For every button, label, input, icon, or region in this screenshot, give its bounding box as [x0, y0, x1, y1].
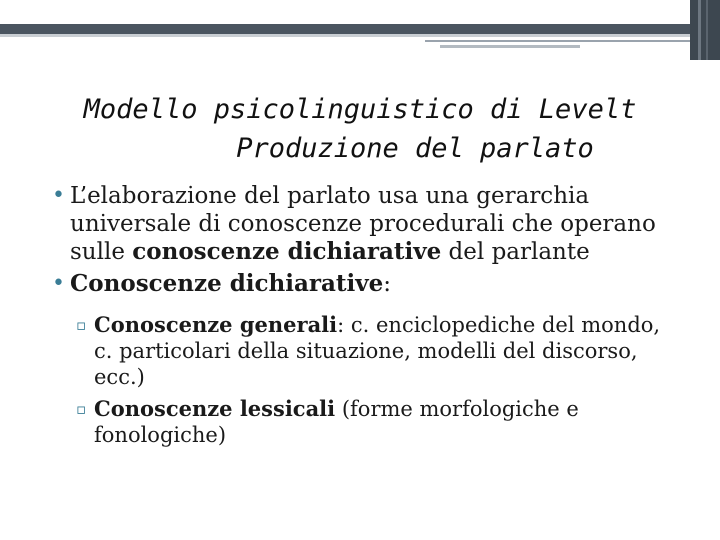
subbullet-bold-text: Conoscenze lessicali	[94, 396, 336, 421]
slide-content	[52, 182, 672, 452]
title-line-2: Produzione del parlato	[236, 133, 594, 165]
header-band-light	[0, 34, 690, 37]
slide-title	[40, 90, 680, 168]
subbullet-text: (forme morfologiche e fonologiche)	[94, 397, 579, 447]
subbullet-item	[52, 312, 672, 390]
corner-stripe	[698, 0, 701, 60]
subbullet-text: : c. enciclopediche del mondo, c. particolari della situazione, modelli del discorso, ecc.)	[94, 313, 661, 389]
header-accent-line	[425, 40, 695, 42]
bullet-dot-icon: •	[52, 183, 65, 208]
bullet-text: L’elaborazione del parlato usa una gerarchia universale di conoscenze procedurali che operano sulle	[70, 183, 656, 265]
bullet-text-end: del parlante	[441, 239, 590, 265]
top-band	[0, 0, 720, 24]
bullet-item	[52, 270, 672, 298]
bullet-item	[52, 182, 672, 266]
corner-stripe-2	[706, 0, 708, 60]
subbullet-item	[52, 396, 672, 448]
bullet-bold-text: Conoscenze dichiarative	[70, 270, 384, 297]
square-bullet-icon: ▫	[76, 316, 87, 334]
subbullet-bold-text: Conoscenze generali	[94, 312, 338, 337]
header-band-dark	[0, 24, 690, 34]
bullet-text-end: :	[383, 271, 392, 297]
corner-block	[690, 0, 720, 60]
square-bullet-icon: ▫	[76, 400, 87, 418]
bullet-dot-icon: •	[52, 271, 65, 296]
bullet-bold-text: conoscenze dichiarative	[132, 238, 442, 265]
title-line-1: Modello psicolinguistico di Levelt	[83, 94, 637, 125]
header-accent-line-2	[440, 45, 580, 48]
